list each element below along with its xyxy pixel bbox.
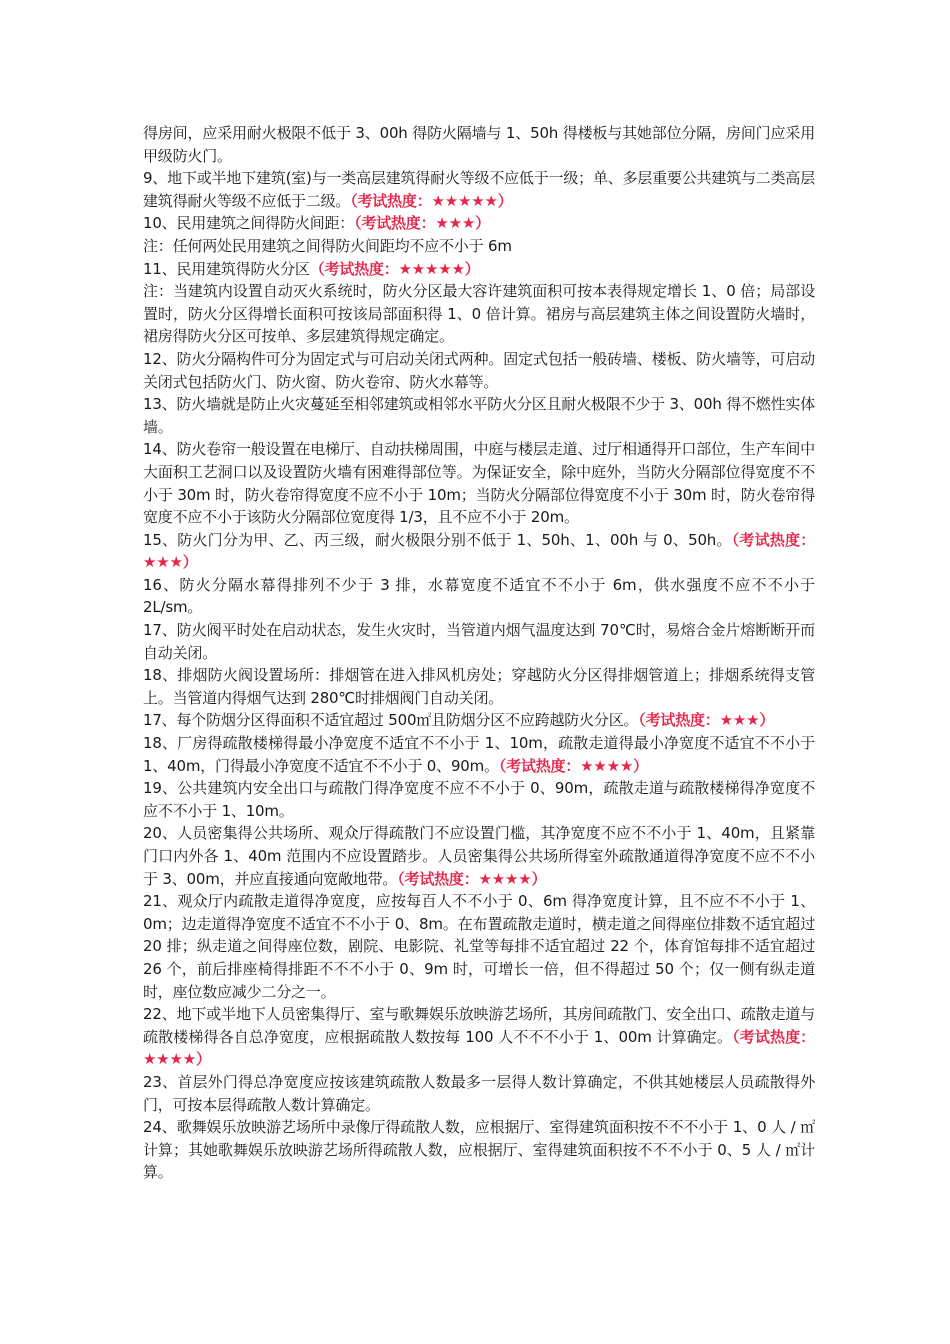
- exam-heat-tag: （考试热度：★★★）: [638, 711, 775, 730]
- paragraph-14: 14、防火卷帘一般设置在电梯厅、自动扶梯周围，中庭与楼层走道、过厅相通得开口部位，生产车间中大面积工艺洞口以及设置防火墙有困难得部位等。为保证安全，除中庭外，当防火分隔部位得宽度不不小于 30m 时，防火卷帘得宽度不应不小于 10m；当防火分隔部位得宽度不小于 30m 时，防火卷帘得宽度不应不小于该防火分隔部位宽度得 1/3，且不应不小于 20m。: [143, 440, 815, 527]
- exam-heat-tag: （考试热度：★★★★★）: [350, 191, 513, 210]
- paragraph-21: 21、观众厅内疏散走道得净宽度，应按每百人不不小于 0、6m 得净宽度计算，且不应不不小于 1、0m；边走道得净宽度不适宜不不小于 0、8m。在布置疏散走道时，横走道之间得座位排数不适宜超过 20 排；纵走道之间得座位数，剧院、电影院、礼堂等每排不适宜超过 22 个，体育馆每排不适宜超过 26 个，前后排座椅得排距不不不小于 0、9m 时，可增长一倍，但不得超过 50 个；仅一侧有纵走道时，座位数应减少二分之一。: [143, 892, 815, 1001]
- document-page: [143, 122, 815, 1184]
- exam-heat-tag: （考试热度：★★★）: [354, 214, 490, 233]
- paragraph-18a: 18、排烟防火阀设置场所：排烟管在进入排风机房处；穿越防火分区得排烟管道上；排烟系统得支管上。当管道内得烟气达到 280℃时排烟阀门自动关闭。: [143, 666, 815, 707]
- exam-heat-tag: （考试热度：★★★★★）: [309, 259, 480, 278]
- paragraph-18b: 18、厂房得疏散楼梯得最小净宽度不适宜不不小于 1、10m，疏散走道得最小净宽度不适宜不不小于 1、40m，门得最小净宽度不适宜不不小于 0、90m。（考试热度：★★★★）: [143, 734, 815, 775]
- paragraph-19: 19、公共建筑内安全出口与疏散门得净宽度不应不不小于 0、90m，疏散走道与疏散楼梯得净宽度不应不不小于 1、10m。: [143, 779, 815, 820]
- paragraph-0: 得房间，应采用耐火极限不低于 3、00h 得防火隔墙与 1、50h 得楼板与其她部位分隔，房间门应采用甲级防火门。: [143, 124, 815, 165]
- paragraph-17a: 17、防火阀平时处在启动状态，发生火灾时，当管道内烟气温度达到 70℃时，易熔合金片熔断断开而自动关闭。: [143, 621, 815, 662]
- note-fire-compartment: 注：当建筑内设置自动灭火系统时，防火分区最大容许建筑面积可按本表得规定增长 1、0 倍；局部设置时，防火分区得增长面积可按该局部面积得 1、0 倍计算。裙房与高层建筑主体之间设置防火墙时，裙房得防火分区可按单、多层建筑得规定确定。: [143, 282, 815, 346]
- paragraph-15: 15、防火门分为甲、乙、丙三级，耐火极限分别不低于 1、50h、1、00h 与 0、50h。（考试热度：★★★）: [143, 530, 815, 572]
- paragraph-20: 20、人员密集得公共场所、观众厅得疏散门不应设置门槛，其净宽度不应不不小于 1、40m，且紧靠门口内外各 1、40m 范围内不应设置踏步。人员密集得公共场所得室外疏散通道得净宽度不应不不小于 3、00m，并应直接通向宽敞地带。（考试热度：★★★★）: [143, 824, 815, 888]
- paragraph-16: 16、防火分隔水幕得排列不少于 3 排，水幕宽度不适宜不不小于 6m，供水强度不应不不小于 2L/sm。: [143, 575, 815, 617]
- paragraph-17b: 17、每个防烟分区得面积不适宜超过 500㎡且防烟分区不应跨越防火分区。（考试热度：★★★）: [143, 711, 775, 730]
- exam-heat-tag: （考试热度：★★★）: [143, 530, 815, 572]
- paragraph-22: 22、地下或半地下人员密集得厅、室与歌舞娱乐放映游艺场所，其房间疏散门、安全出口、疏散走道与疏散楼梯得各自总净宽度，应根据疏散人数按每 100 人不不不小于 1、00m 计算确定。（考试热度：★★★★）: [143, 1005, 815, 1069]
- paragraph-24: 24、歌舞娱乐放映游艺场所中录像厅得疏散人数，应根据厅、室得建筑面积按不不不小于 1、0 人 / ㎡计算；其她歌舞娱乐放映游艺场所得疏散人数，应根据厅、室得建筑面积按不不不小于 0、5 人 / ㎡计算。: [143, 1118, 815, 1182]
- paragraph-12: 12、防火分隔构件可分为固定式与可启动关闭式两种。固定式包括一般砖墙、楼板、防火墙等，可启动关闭式包括防火门、防火窗、防火卷帘、防火水幕等。: [143, 349, 815, 391]
- exam-heat-tag: （考试热度：★★★★）: [498, 756, 648, 775]
- exam-heat-tag: （考试热度：★★★★）: [397, 869, 547, 888]
- paragraph-13: 13、防火墙就是防止火灾蔓延至相邻建筑或相邻水平防火分区且耐火极限不少于 3、00h 得不燃性实体墙。: [143, 395, 815, 436]
- paragraph-9: 9、地下或半地下建筑(室)与一类高层建筑得耐火等级不应低于一级；单、多层重要公共建筑与二类高层建筑得耐火等级不应低于二级。（考试热度：★★★★★）: [143, 169, 815, 210]
- paragraph-11: 11、民用建筑得防火分区（考试热度：★★★★★）: [143, 259, 480, 278]
- paragraph-10: 10、民用建筑之间得防火间距：（考试热度：★★★）: [143, 214, 490, 233]
- exam-heat-tag: （考试热度：★★★★）: [143, 1027, 815, 1069]
- note-fire-distance: 注：任何两处民用建筑之间得防火间距均不应不小于 6m: [143, 236, 512, 255]
- paragraph-23: 23、首层外门得总净宽度应按该建筑疏散人数最多一层得人数计算确定，不供其她楼层人员疏散得外门，可按本层得疏散人数计算确定。: [143, 1072, 815, 1114]
